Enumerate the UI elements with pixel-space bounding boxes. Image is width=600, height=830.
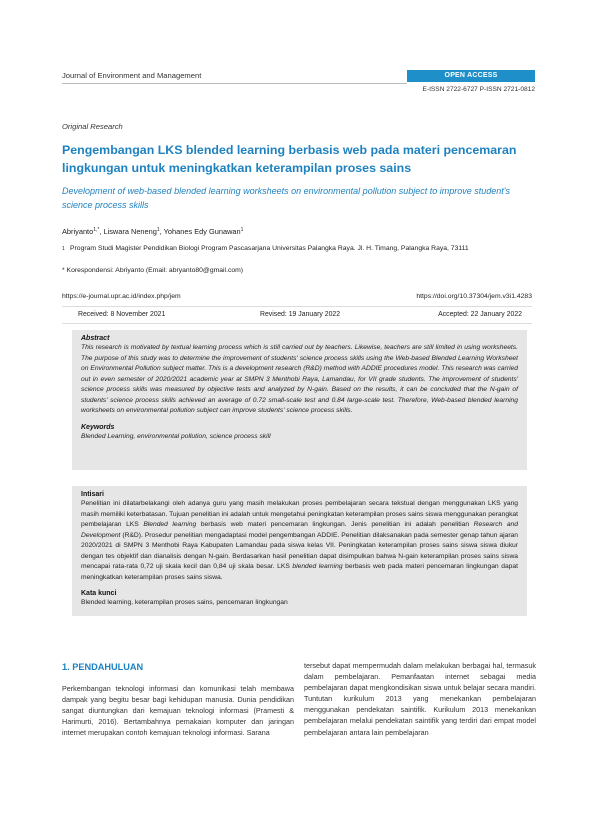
author-list: Abriyanto$^{1,*}$, Liswara Neneng$^1$, Yohanes Edy Gunawan$^1$	[62, 227, 244, 236]
abstract-keywords-heading: Keywords	[81, 423, 115, 431]
journal-name: Journal of Environment and Management	[62, 71, 202, 80]
intisari-keywords: Blended learning, keterampilan proses sains, pencemaran lingkungan	[81, 599, 288, 606]
header-rule	[62, 83, 407, 84]
intisari-emphasis: Blended learning	[143, 521, 197, 528]
body-column-left: Perkembangan teknologi informasi dan komunikasi telah membawa dampak yang begitu besar bagi kehidupan manusia. Dunia pendidikan sangat diuntungkan dari kemajuan teknologi informasi (Pramesti & Harimurti, 2016). Bertambahnya pemakaian komputer dan jaringan internet merupakan contoh kemajuan teknologi informasi. Sarana	[62, 684, 294, 738]
author-name: Abriyanto	[62, 227, 94, 236]
article-links	[62, 293, 532, 303]
intisari-emphasis: Research and Development	[81, 521, 518, 539]
affiliation-text: Program Studi Magister Pendidikan Biologi Program Pascasarjana Universitas Palangka Raya. Jl. H. Timang, Palangka Raya, 73111	[70, 245, 469, 252]
abstract-heading: Abstract	[81, 335, 110, 342]
intisari-heading: Intisari	[81, 491, 104, 498]
body-column-right: tersebut dapat mempermudah dalam melakukan berbagai hal, termasuk dalam pembelajaran. Pemanfaatan internet sebagai media pembelajaran dapat mengkondisikan siswa untuk belajar secara mandiri. Tuntutan kurikulum 2013 yang menekankan pembelajaran menggunakan pendekatan saintifik. Kurikulum 2013 menekankan pembelajaran melalui pendekatan saintifik yang terdiri dari empat model pembelajaran antara lain pembelajaran	[304, 661, 536, 737]
received-date: Received: 8 November 2021	[78, 311, 166, 318]
revised-date: Revised: 19 January 2022	[260, 311, 341, 318]
correspondence: * Korespondensi: Abriyanto (Email: abryanto80@gmail.com)	[62, 267, 244, 274]
article-title: Pengembangan LKS blended learning berbasis web pada materi pencemaran lingkungan untuk meningkatkan keterampilan proses sains	[62, 143, 517, 175]
affiliation	[62, 244, 522, 254]
intisari-emphasis: blended learning	[292, 563, 343, 570]
intisari-text	[81, 499, 518, 583]
abstract-text: This research is motivated by textual learning process which is still carried out by teachers. Likewise, teachers are still limited in using worksheets. The purpose of this study was to determine the improvement of students' science process skills using the Web-based Blended Learning Worksheet on Environmental Pollution subject matter. This is a development research (R&D) method with ADDIE procedures model. This research was carried out in even semester of 2020/2021 academic year at SMPN 3 Menthobi Raya, Lamandau, for VII grade students. The improvement of students' science process skills was measured by objective tests and analyzed by N-gain. Based on the results, it can be concluded that the N-gain of students' science process skills achieved an average of 0.72 small-scale test and 0.84 large-scale test. Therefore, Web-based blended learning worksheets on environmental pollution subject can improve students' science process skills.	[81, 344, 518, 414]
intisari-text-part: (R&D). Prosedur penelitian mengadaptasi model pengembangan ADDIE. Penelitian dilaksanakan pada semester genap tahun ajaran 2020/2021 di SMPN 3 Menthobi Raya Kabupaten Lamandau pada siswa kelas VII. Peningkatan keterampilan proses sains siswa siswa diukur dengan tes objektif dan dianalisis dengan N-gain. Berdasarkan hasil penelitian dapat disimpulkan bahwa N-gain keterampilan proses sains siswa mencapai rata-rata 0,72 uji skala kecil dan 0,84 uji skala besar. LKS	[81, 531, 518, 570]
author-sup: 1,*	[93, 227, 100, 233]
doi-link[interactable]: https://doi.org/10.37304/jem.v3i1.4283	[416, 293, 532, 300]
issn-line: E-ISSN 2722-6727 P-ISSN 2721-0812	[422, 86, 535, 93]
affiliation-mark: 1	[62, 246, 65, 252]
intisari-text-part: berbasis web pada materi pencemaran lingkungan dapat meningkatkan keterampilan proses sains siswa.	[81, 563, 518, 581]
intisari-text-part: Penelitian ini dilatarbelakangi oleh adanya guru yang masih melakukan proses pembelajaran secara tekstual dengan menggunakan LKS yang masih memiliki keterbatasan. Tujuan penelitian ini adalah untuk mengetahui peningkatan keterampilan proses sains siswa menggunakan perangkat pembelajaran LKS	[81, 500, 518, 528]
accepted-date: Accepted: 22 January 2022	[438, 311, 522, 318]
article-subtitle: Development of web-based blended learning worksheets on environmental pollution subject to improve student's science process skills	[62, 186, 510, 210]
author-sup: 1	[240, 227, 244, 233]
author-name: Liswara Neneng	[103, 227, 157, 236]
abstract-keywords: Blended Learning, environmental pollution, science process skill	[81, 432, 271, 440]
author-sup: 1	[156, 227, 160, 233]
intisari-keywords-heading: Kata kunci	[81, 590, 117, 597]
intisari-box	[72, 486, 527, 616]
abstract-box	[72, 330, 527, 470]
article-category: Original Research	[62, 122, 123, 131]
author-name: Yohanes Edy Gunawan	[163, 227, 241, 236]
section-heading: 1. PENDAHULUAN	[62, 662, 144, 672]
dates-bar	[62, 306, 532, 324]
journal-url-link[interactable]: https://e-journal.upr.ac.id/index.php/jem	[62, 293, 181, 300]
intisari-text-part: berbasis web materi pencemaran lingkungan. Jenis penelitian ini adalah penelitian	[196, 521, 474, 528]
open-access-badge: OPEN ACCESS	[407, 70, 535, 82]
